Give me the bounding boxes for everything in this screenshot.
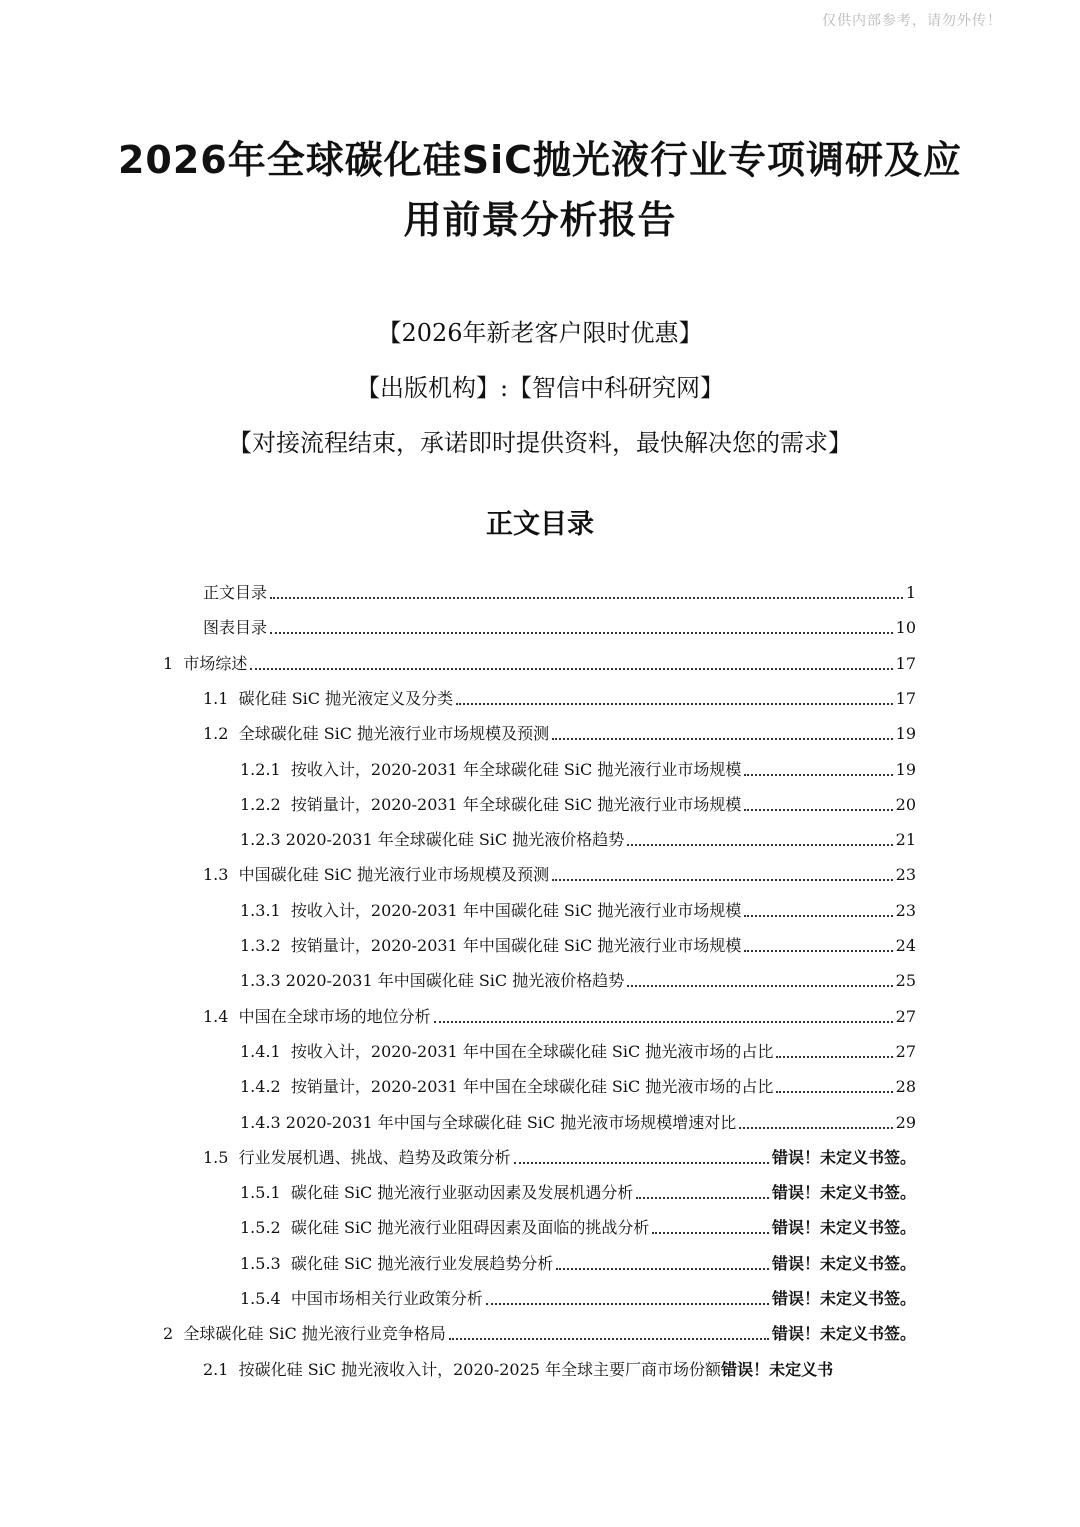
toc-entry[interactable] bbox=[240, 1209, 916, 1239]
toc-entry[interactable] bbox=[203, 609, 916, 639]
toc-entry-number: 1.5.1 bbox=[240, 1183, 291, 1203]
toc-entry-title: 正文目录 bbox=[203, 583, 268, 602]
toc-entry[interactable] bbox=[203, 574, 916, 604]
toc-entry[interactable] bbox=[240, 786, 916, 816]
toc-bookmark-error: 错误！未定义书签。 bbox=[771, 1218, 916, 1238]
toc-page-number: 27 bbox=[895, 1041, 916, 1061]
toc-entry-title: 碳化硅 SiC 抛光液定义及分类 bbox=[238, 688, 454, 708]
toc-entry-number: 1.3 bbox=[203, 865, 239, 885]
toc-entry-title: 按销量计，2020-2031 年中国在全球碳化硅 SiC 抛光液市场的占比 bbox=[290, 1077, 774, 1097]
toc-dot-leader bbox=[552, 738, 893, 740]
confidential-watermark: 仅供内部参考，请勿外传！ bbox=[822, 13, 1002, 29]
toc-entry[interactable] bbox=[203, 1351, 916, 1381]
toc-dot-leader bbox=[434, 1021, 893, 1023]
toc-heading: 正文目录 bbox=[486, 509, 594, 540]
toc-dot-leader bbox=[776, 1091, 892, 1093]
toc-dot-leader bbox=[627, 985, 892, 987]
toc-entry-title: 按碳化硅 SiC 抛光液收入计，2020-2025 年全球主要厂商市场份额 bbox=[238, 1359, 722, 1379]
toc-page-number: 17 bbox=[895, 653, 916, 673]
toc-page-number: 23 bbox=[895, 900, 916, 920]
toc-dot-leader bbox=[627, 844, 892, 846]
toc-entry-number: 1.2.1 bbox=[240, 759, 291, 779]
toc-entry-number: 1.4.1 bbox=[240, 1041, 291, 1061]
toc-entry-title: 中国在全球市场的地位分析 bbox=[238, 1006, 431, 1026]
toc-dot-leader bbox=[552, 879, 893, 881]
toc-entry-number: 1 bbox=[163, 653, 184, 673]
toc-dot-leader bbox=[739, 1127, 892, 1129]
toc-dot-leader bbox=[514, 1162, 769, 1164]
toc-entry[interactable] bbox=[240, 1245, 916, 1275]
toc-page-number: 19 bbox=[895, 724, 916, 744]
toc-entry-number: 1.3.2 bbox=[240, 936, 291, 955]
toc-entry-title: 按收入计，2020-2031 年中国在全球碳化硅 SiC 抛光液市场的占比 bbox=[290, 1041, 774, 1061]
toc-entry[interactable] bbox=[240, 821, 916, 851]
toc-entry-title: 碳化硅 SiC 抛光液行业驱动因素及发展机遇分析 bbox=[290, 1183, 634, 1203]
toc-entry-number: 1.4.2 bbox=[240, 1077, 291, 1097]
toc-entry-title: 按销量计，2020-2031 年中国碳化硅 SiC 抛光液行业市场规模 bbox=[290, 936, 742, 955]
toc-entry-number: 1.3.3 bbox=[240, 971, 286, 991]
toc-dot-leader bbox=[486, 1303, 769, 1305]
toc-entry[interactable] bbox=[203, 856, 916, 886]
toc-entry[interactable] bbox=[240, 892, 916, 922]
toc-entry-title: 碳化硅 SiC 抛光液行业发展趋势分析 bbox=[290, 1253, 554, 1273]
toc-entry-number: 2.1 bbox=[203, 1359, 239, 1379]
toc-page-number: 20 bbox=[895, 794, 916, 814]
toc-page-number: 25 bbox=[895, 971, 916, 991]
toc-entry-title: 按收入计，2020-2031 年全球碳化硅 SiC 抛光液行业市场规模 bbox=[290, 759, 742, 779]
toc-page-number: 29 bbox=[895, 1112, 916, 1132]
promo-line: 【2026年新老客户限时优惠】 bbox=[377, 319, 703, 347]
toc-entry[interactable] bbox=[203, 680, 916, 710]
toc-entry-number: 2 bbox=[163, 1324, 184, 1344]
toc-page-number: 21 bbox=[895, 830, 916, 850]
toc-entry-number: 1.5.4 bbox=[240, 1289, 291, 1308]
toc-bookmark-error: 错误！未定义书签。 bbox=[771, 1289, 916, 1308]
toc-dot-leader bbox=[270, 597, 903, 599]
toc-bookmark-error: 错误！未定义书签。 bbox=[771, 1324, 916, 1344]
toc-entry[interactable] bbox=[203, 715, 916, 745]
toc-entry[interactable] bbox=[240, 1033, 916, 1063]
toc-entry-title: 行业发展机遇、挑战、趋势及政策分析 bbox=[238, 1147, 511, 1167]
toc-entry-number: 1.2 bbox=[203, 724, 239, 744]
toc-dot-leader bbox=[744, 774, 892, 776]
toc-entry-title: 图表目录 bbox=[203, 618, 268, 638]
toc-page-number: 27 bbox=[895, 1006, 916, 1026]
toc-page-number: 10 bbox=[895, 618, 916, 638]
toc-dot-leader bbox=[744, 915, 892, 917]
toc-entry-number: 1.5.2 bbox=[240, 1218, 291, 1238]
toc-entry-title: 2020-2031 年中国碳化硅 SiC 抛光液价格趋势 bbox=[285, 971, 625, 991]
toc-page-number: 17 bbox=[895, 688, 916, 708]
toc-entry[interactable] bbox=[240, 1068, 916, 1098]
toc-entry-title: 按销量计，2020-2031 年全球碳化硅 SiC 抛光液行业市场规模 bbox=[290, 794, 742, 814]
toc-entry-number: 1.5 bbox=[203, 1147, 239, 1167]
toc-entry[interactable] bbox=[203, 1139, 916, 1169]
publisher-line: 【出版机构】:【智信中科研究网】 bbox=[355, 374, 725, 402]
toc-dot-leader bbox=[556, 1268, 769, 1270]
toc-entry-title: 2020-2031 年中国与全球碳化硅 SiC 抛光液市场规模增速对比 bbox=[285, 1112, 737, 1132]
toc-entry[interactable] bbox=[240, 927, 916, 957]
toc-dot-leader bbox=[270, 632, 893, 634]
toc-dot-leader bbox=[449, 1338, 769, 1340]
toc-entry[interactable] bbox=[240, 962, 916, 992]
toc-entry-title: 全球碳化硅 SiC 抛光液行业市场规模及预测 bbox=[238, 724, 550, 744]
toc-page-number: 23 bbox=[895, 865, 916, 885]
toc-dot-leader bbox=[456, 703, 893, 705]
toc-bookmark-error: 错误！未定义书签。 bbox=[771, 1253, 916, 1273]
toc-entry-title: 中国碳化硅 SiC 抛光液行业市场规模及预测 bbox=[238, 865, 550, 885]
toc-entry-number: 1.5.3 bbox=[240, 1253, 291, 1273]
toc-page-number: 24 bbox=[895, 936, 916, 955]
toc-entry-title: 碳化硅 SiC 抛光液行业阻碍因素及面临的挑战分析 bbox=[290, 1218, 650, 1238]
toc-dot-leader bbox=[744, 950, 892, 952]
toc-entry-number: 1.1 bbox=[203, 688, 239, 708]
toc-dot-leader bbox=[776, 1056, 892, 1058]
toc-entry-number: 1.3.1 bbox=[240, 900, 291, 920]
toc-page-number: 28 bbox=[895, 1077, 916, 1097]
slogan-line: 【对接流程结束，承诺即时提供资料，最快解决您的需求】 bbox=[228, 429, 852, 457]
toc-entry[interactable] bbox=[240, 1104, 916, 1134]
toc-entry-title: 全球碳化硅 SiC 抛光液行业竞争格局 bbox=[183, 1324, 446, 1344]
toc-bookmark-error: 错误！未定义书签。 bbox=[771, 1183, 916, 1203]
toc-page-number: 1 bbox=[905, 583, 916, 602]
toc-entry-title: 市场综述 bbox=[183, 653, 248, 673]
toc-entry-title: 中国市场相关行业政策分析 bbox=[290, 1289, 483, 1308]
toc-entry-number: 1.2.2 bbox=[240, 794, 291, 814]
toc-bookmark-error: 错误！未定义书签。 bbox=[771, 1147, 916, 1167]
toc-entry[interactable] bbox=[203, 998, 916, 1028]
toc-entry-number: 1.4 bbox=[203, 1006, 239, 1026]
report-title: 2026年全球碳化硅SiC抛光液行业专项调研及应用前景分析报告 bbox=[117, 138, 963, 242]
toc-entry-number: 1.2.3 bbox=[240, 830, 286, 850]
toc-entry[interactable] bbox=[240, 1280, 916, 1310]
toc-entry-title: 按收入计，2020-2031 年中国碳化硅 SiC 抛光液行业市场规模 bbox=[290, 900, 742, 920]
toc-entry-number: 1.4.3 bbox=[240, 1112, 286, 1132]
toc-entry[interactable] bbox=[163, 645, 916, 675]
toc-entry[interactable] bbox=[240, 1174, 916, 1204]
toc-entry-title: 2020-2031 年全球碳化硅 SiC 抛光液价格趋势 bbox=[285, 830, 625, 850]
toc-dot-leader bbox=[744, 809, 892, 811]
toc-entry[interactable] bbox=[240, 751, 916, 781]
toc-dot-leader bbox=[250, 668, 892, 670]
toc-dot-leader bbox=[652, 1232, 769, 1234]
toc-bookmark-error: 错误！未定义书 bbox=[721, 1359, 834, 1379]
toc-dot-leader bbox=[636, 1197, 769, 1199]
toc-entry[interactable] bbox=[163, 1315, 916, 1345]
toc-page-number: 19 bbox=[895, 759, 916, 779]
